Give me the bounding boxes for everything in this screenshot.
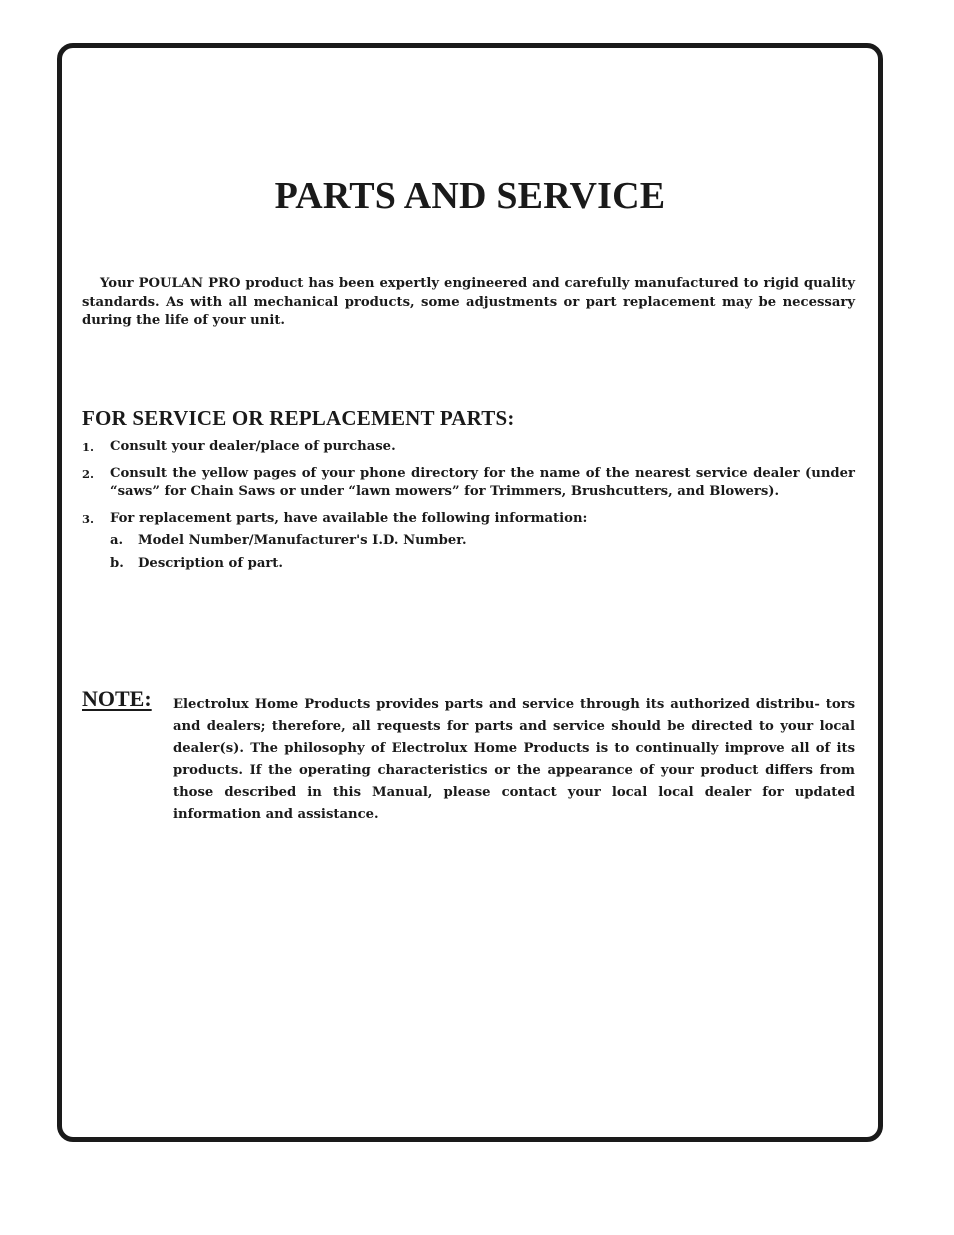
item-letter: b. [110,555,124,571]
step-text: Consult your dealer/place of purchase. [110,439,396,454]
replacement-info-item [110,555,855,574]
step-number: 1. [82,440,95,454]
replacement-info-item [110,532,855,551]
note-label: NOTE: [82,686,152,711]
note-text: Electrolux Home Products provides parts and service through its authorized distribu- tors and dealers; therefore, all requests for parts and service should be directed to your local dealer(s). The philosophy of Electrolux Home Products is to continually improve all of its products. If the operating characteristics or the appearance of your product differs from those described in this Manual, please contact your local local dealer for updated information and assistance. [173,697,855,822]
service-step-3 [82,510,855,574]
step-text: For replacement parts, have available the following information: [110,510,588,526]
page-title: PARTS AND SERVICE [274,175,666,217]
item-text: Model Number/Manufacturer's I.D. Number. [138,533,467,548]
step-number: 2. [82,466,95,481]
service-section-heading: FOR SERVICE OR REPLACEMENT PARTS: [82,406,515,430]
service-step-1 [82,438,855,457]
item-letter: a. [110,533,124,548]
item-text: Description of part. [138,555,283,571]
intro-paragraph: Your POULAN PRO product has been expertly engineered and carefully manufactured to rigid quality standards. As with all mechanical products, some adjustments or part replacement may be necessary during the life of your unit. [82,276,855,328]
step-text: Consult the yellow pages of your phone directory for the name of the nearest service dealer (under “saws” for Chain Saws or under “lawn mowers” for Trimmers, Brushcutters, and Blowers). [110,465,855,499]
service-steps-list [82,438,855,581]
service-step-2 [82,465,855,502]
replacement-info-list [110,532,855,573]
step-number: 3. [82,511,95,526]
